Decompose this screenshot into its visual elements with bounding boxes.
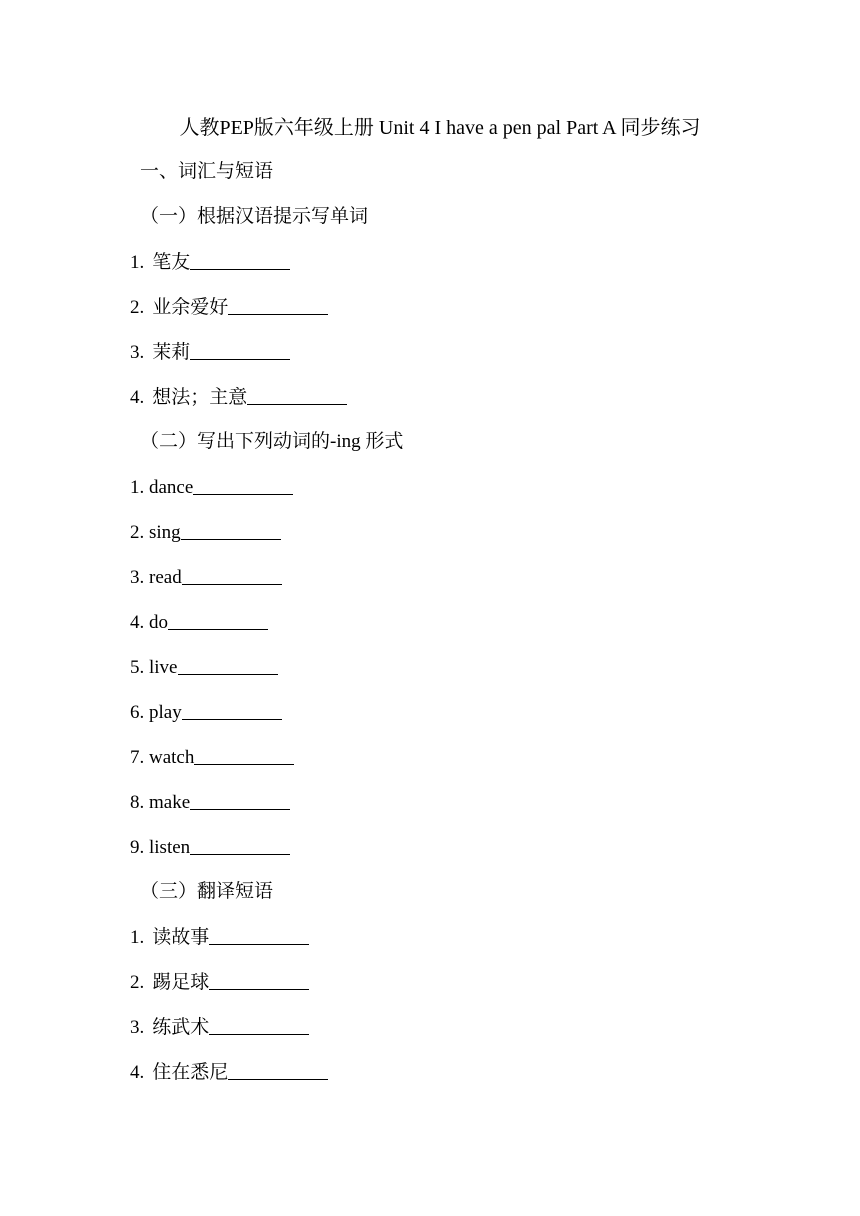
answer-blank[interactable] — [190, 834, 290, 855]
list-item — [130, 339, 290, 366]
list-item — [130, 744, 294, 771]
list-item — [130, 1014, 309, 1041]
answer-blank[interactable] — [168, 609, 268, 630]
item-number: 7. — [130, 747, 145, 768]
list-item — [130, 249, 290, 276]
item-number: 5. — [130, 657, 145, 678]
answer-blank[interactable] — [209, 924, 309, 945]
list-item — [130, 564, 282, 591]
list-item — [130, 294, 328, 321]
list-item — [130, 384, 347, 411]
item-prompt: live — [149, 657, 178, 678]
list-item — [130, 969, 309, 996]
item-number: 1. — [130, 477, 145, 498]
answer-blank[interactable] — [209, 969, 309, 990]
item-number: 3. — [130, 342, 145, 363]
item-prompt: make — [149, 792, 191, 813]
answer-blank[interactable] — [190, 249, 290, 270]
item-number: 4. — [130, 1062, 145, 1083]
item-number: 8. — [130, 792, 145, 813]
answer-blank[interactable] — [182, 699, 282, 720]
section-heading-vocabulary: 一、词汇与短语 — [140, 161, 274, 182]
part-heading-translate-phrases: （三）翻译短语 — [140, 881, 274, 902]
item-number: 6. — [130, 702, 145, 723]
item-prompt: 踢足球 — [152, 972, 210, 993]
answer-blank[interactable] — [190, 339, 290, 360]
answer-blank[interactable] — [178, 654, 278, 675]
list-item — [130, 1059, 328, 1086]
item-number: 2. — [130, 522, 145, 543]
answer-blank[interactable] — [194, 744, 294, 765]
list-item — [130, 924, 309, 951]
list-item — [130, 519, 281, 546]
list-item — [130, 609, 268, 636]
answer-blank[interactable] — [247, 384, 347, 405]
list-item — [130, 654, 278, 681]
item-number: 4. — [130, 387, 145, 408]
item-number: 9. — [130, 837, 145, 858]
item-prompt: 读故事 — [152, 927, 210, 948]
answer-blank[interactable] — [228, 294, 328, 315]
answer-blank[interactable] — [193, 474, 293, 495]
item-prompt: do — [149, 612, 168, 633]
item-prompt: 练武术 — [152, 1017, 210, 1038]
part-heading-ing-form: （二）写出下列动词的-ing 形式 — [140, 431, 404, 452]
item-number: 3. — [130, 1017, 145, 1038]
item-prompt: watch — [149, 747, 195, 768]
answer-blank[interactable] — [190, 789, 290, 810]
item-prompt: 住在悉尼 — [152, 1062, 229, 1083]
item-number: 1. — [130, 927, 145, 948]
item-number: 2. — [130, 972, 145, 993]
answer-blank[interactable] — [182, 564, 282, 585]
item-prompt: listen — [149, 837, 191, 858]
item-prompt: play — [149, 702, 182, 723]
item-prompt: sing — [149, 522, 181, 543]
item-number: 2. — [130, 297, 145, 318]
item-prompt: 茉莉 — [152, 342, 191, 363]
part-heading-chinese-prompt: （一）根据汉语提示写单词 — [140, 206, 369, 227]
item-prompt: dance — [149, 477, 194, 498]
answer-blank[interactable] — [181, 519, 281, 540]
item-number: 3. — [130, 567, 145, 588]
list-item — [130, 789, 290, 816]
item-prompt: 笔友 — [152, 252, 191, 273]
list-item — [130, 699, 282, 726]
answer-blank[interactable] — [228, 1059, 328, 1080]
item-prompt: 想法；主意 — [152, 387, 248, 408]
answer-blank[interactable] — [209, 1014, 309, 1035]
item-prompt: 业余爱好 — [152, 297, 229, 318]
list-item — [130, 474, 293, 501]
item-number: 1. — [130, 252, 145, 273]
page-title: 人教PEP版六年级上册 Unit 4 I have a pen pal Part A 同步练习 — [179, 117, 701, 139]
item-number: 4. — [130, 612, 145, 633]
item-prompt: read — [149, 567, 182, 588]
list-item — [130, 834, 290, 861]
